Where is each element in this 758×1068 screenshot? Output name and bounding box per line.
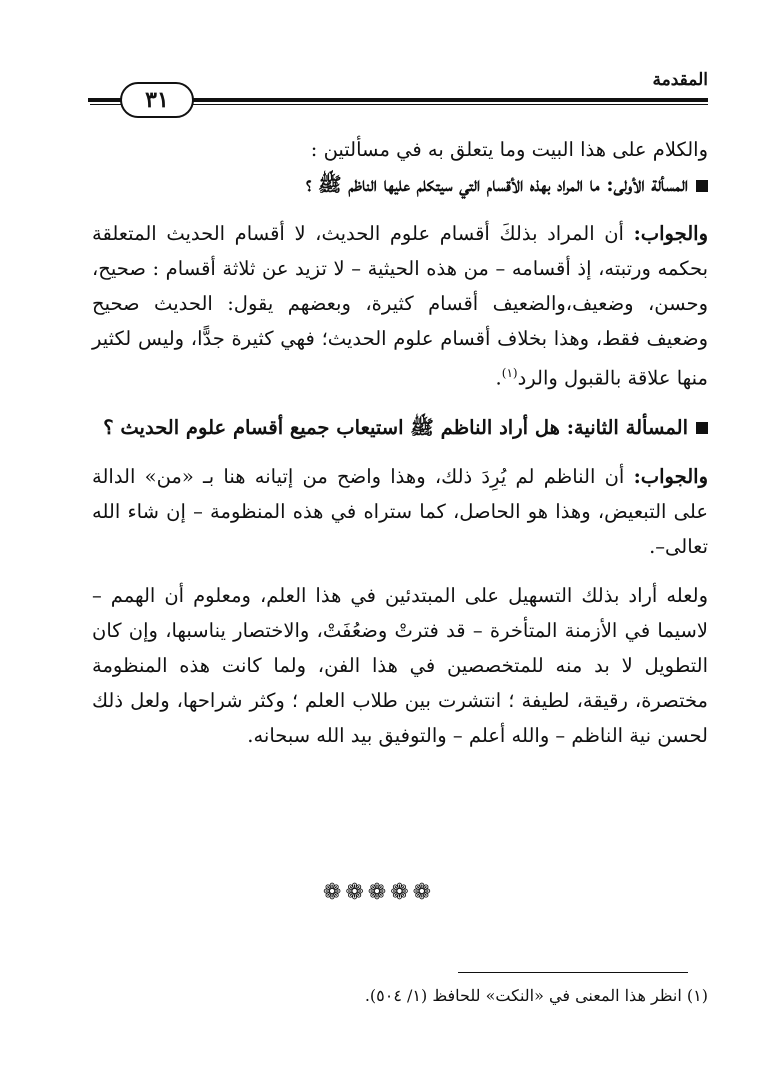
footnote-rule [458, 972, 688, 973]
question-1-label: المسألة الأولى: [606, 173, 688, 196]
question-2-label: المسألة الثانية: [566, 415, 688, 439]
question-1-text: ما المراد بهذه الأقسام التي سيتكلم عليها الناظم ﷺ ؟ [305, 173, 607, 196]
square-bullet-icon [696, 180, 708, 192]
answer-2-text: أن الناظم لم يُرِدَ ذلك، وهذا واضح من إتيانه هنا بـ «من» الدالة على التبعيض، وهذا هو الحاصل، كما ستراه في هذه المنظومة – إن شاء الله تعالى–. [92, 464, 708, 558]
header-rule-left [88, 98, 120, 102]
answer-1-end: . [495, 366, 502, 390]
question-2 [92, 410, 708, 445]
section-title: المقدمة [652, 70, 708, 90]
footnote-marker: (١) [501, 366, 518, 380]
answer-2 [92, 459, 708, 564]
square-bullet-icon [696, 422, 708, 434]
answer-1 [92, 216, 708, 396]
question-1 [92, 167, 708, 202]
question-2-text: هل أراد الناظم ﷺ استيعاب جميع أقسام علوم الحديث ؟ [103, 415, 567, 439]
page-number: ٣١ [120, 82, 194, 118]
ornament-divider: ❁❁❁❁❁ [322, 880, 436, 905]
closing-paragraph: ولعله أراد بذلك التسهيل على المبتدئين في هذا العلم، ومعلوم أن الهمم – لاسيما في الأزمنة المتأخرة – قد فترتْ وضعُفَتْ، والاختصار يناسبها، وإن كان التطويل لا بد منه للمتخصصين في هذا الفن، ولما كانت هذه المنظومة مختصرة، رقيقة، لطيفة ؛ انتشرت بين طلاب العلم ؛ وكثر شراحها، ولعل ذلك لحسن نية الناظم – والله أعلم – والتوفيق بيد الله سبحانه. [92, 583, 708, 747]
page-body [92, 132, 708, 753]
intro-paragraph: والكلام على هذا البيت وما يتعلق به في مسألتين : [310, 138, 708, 161]
answer-1-text: أن المراد بذلكَ أقسام علوم الحديث، لا أقسام الحديث المتعلقة بحكمه ورتبته، إذ أقسامه – من هذه الحيثية – لا تزيد عن ثلاثة أقسام : صحيح، وحسن، وضعيف،والضعيف أقسام كثيرة، وبعضهم يقول: الحديث صحيح وضعيف فقط، وهذا بخلاف أقسام علوم الحديث؛ فهي كثيرة جدًّا، وليس لكثير منها علاقة بالقبول والرد [92, 222, 708, 390]
footnote: (١) انظر هذا المعنى في «النكت» للحافظ (١/ ٥٠٤). [364, 986, 708, 1005]
answer-1-label: والجواب: [633, 222, 708, 245]
answer-2-label: والجواب: [633, 464, 708, 488]
